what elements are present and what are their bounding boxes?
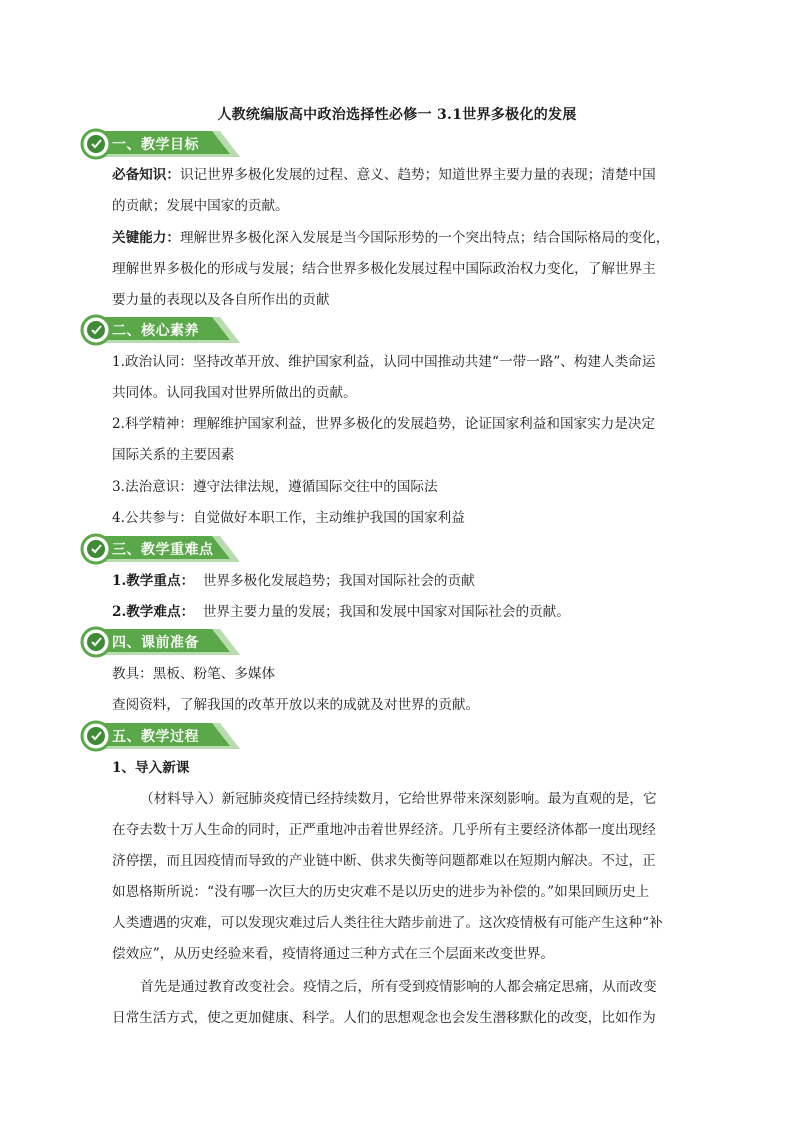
knowledge-label: 必备知识：	[112, 167, 180, 183]
section-title: 一、教学目标	[112, 137, 199, 153]
literacy-item-1: 1.政治认同：坚持改革开放、维护国家利益，认同中国推动共建“一带一路”、构建人类命运	[112, 354, 656, 370]
literacy-item-3: 3.法治意识：遵守法律法规，遵循国际交往中的国际法	[112, 479, 438, 495]
key-point-text: 世界多极化发展趋势；我国对国际社会的贡献	[202, 573, 475, 589]
paragraph-line: 首先是通过教育改变社会。疫情之后，所有受到疫情影响的人都会痛定思痛，从而改变	[140, 979, 657, 995]
prep-tools: 教具：黑板、粉笔、多媒体	[112, 666, 276, 682]
paragraph-line: 日常生活方式，使之更加健康、科学。人们的思想观念也会发生潜移默化的改变，比如作为	[112, 1010, 656, 1026]
knowledge-line	[112, 165, 682, 185]
paragraph-line: 人类遭遇的灾难，可以发现灾难过后人类往往大踏步前进了。这次疫情极有可能产生这种“补	[112, 915, 663, 931]
paragraph-line: 如恩格斯所说：“没有哪一次巨大的历史灾难不是以历史的进步为补偿的。”如果回顾历史上	[112, 884, 650, 900]
ability-line-2: 理解世界多极化的形成与发展；结合世界多极化发展过程中国际政治权力变化，了解世界主	[112, 261, 656, 277]
knowledge-text: 识记世界多极化发展的过程、意义、趋势；知道世界主要力量的表现；清楚中国	[179, 167, 656, 183]
paragraph-line: 济停摆，而且因疫情而导致的产业链中断、供求失衡等问题都难以在短期内解决。不过，正	[112, 853, 656, 869]
paragraph-second	[112, 972, 682, 1034]
literacy-item-2: 2.科学精神：理解维护国家利益，世界多极化的发展趋势，论证国家利益和国家实力是决定	[112, 416, 656, 432]
section-title: 二、核心素养	[112, 323, 199, 339]
document-title: 人教统编版高中政治选择性必修一 3.1世界多极化的发展	[217, 107, 577, 123]
difficult-point-line	[112, 602, 682, 622]
literacy-item-1-cont: 共同体。认同我国对世界所做出的贡献。	[112, 385, 357, 401]
section-banner-process	[80, 720, 245, 752]
paragraph-line: 偿效应”，从历史经验来看，疫情将通过三种方式在三个层面来改变世界。	[112, 946, 554, 962]
difficult-point-label: 2.教学难点：	[112, 604, 195, 620]
step-heading: 1、导入新课	[112, 760, 190, 776]
section-banner-key-points	[80, 533, 245, 565]
section-title: 三、教学重难点	[112, 542, 214, 558]
knowledge-line-2: 的贡献；发展中国家的贡献。	[112, 198, 289, 214]
prep-research: 查阅资料，了解我国的改革开放以来的成就及对世界的贡献。	[112, 697, 480, 713]
section-banner-teaching-goals	[80, 128, 245, 160]
section-title: 四、课前准备	[112, 635, 199, 651]
ability-line	[112, 228, 682, 248]
paragraph-line: （材料导入）新冠肺炎疫情已经持续数月，它给世界带来深刻影响。最为直观的是，它	[140, 791, 657, 807]
paragraph-line: 在夺去数十万人生命的同时，正严重地冲击着世界经济。几乎所有主要经济体都一度出现经	[112, 822, 656, 838]
literacy-item-4: 4.公共参与：自觉做好本职工作，主动维护我国的国家利益	[112, 510, 465, 526]
section-banner-core-literacy	[80, 314, 245, 346]
difficult-point-text: 世界主要力量的发展；我国和发展中国家对国际社会的贡献。	[202, 604, 570, 620]
paragraph-intro	[112, 784, 682, 970]
key-point-line	[112, 571, 682, 591]
ability-label: 关键能力：	[112, 230, 180, 246]
key-point-label: 1.教学重点：	[112, 573, 195, 589]
section-title: 五、教学过程	[112, 729, 199, 745]
section-banner-preparation	[80, 626, 245, 658]
ability-line-3: 要力量的表现以及各自所作出的贡献	[112, 292, 330, 308]
ability-text: 理解世界多极化深入发展是当今国际形势的一个突出特点；结合国际格局的变化，	[179, 230, 670, 246]
literacy-item-2-cont: 国际关系的主要因素	[112, 447, 235, 463]
